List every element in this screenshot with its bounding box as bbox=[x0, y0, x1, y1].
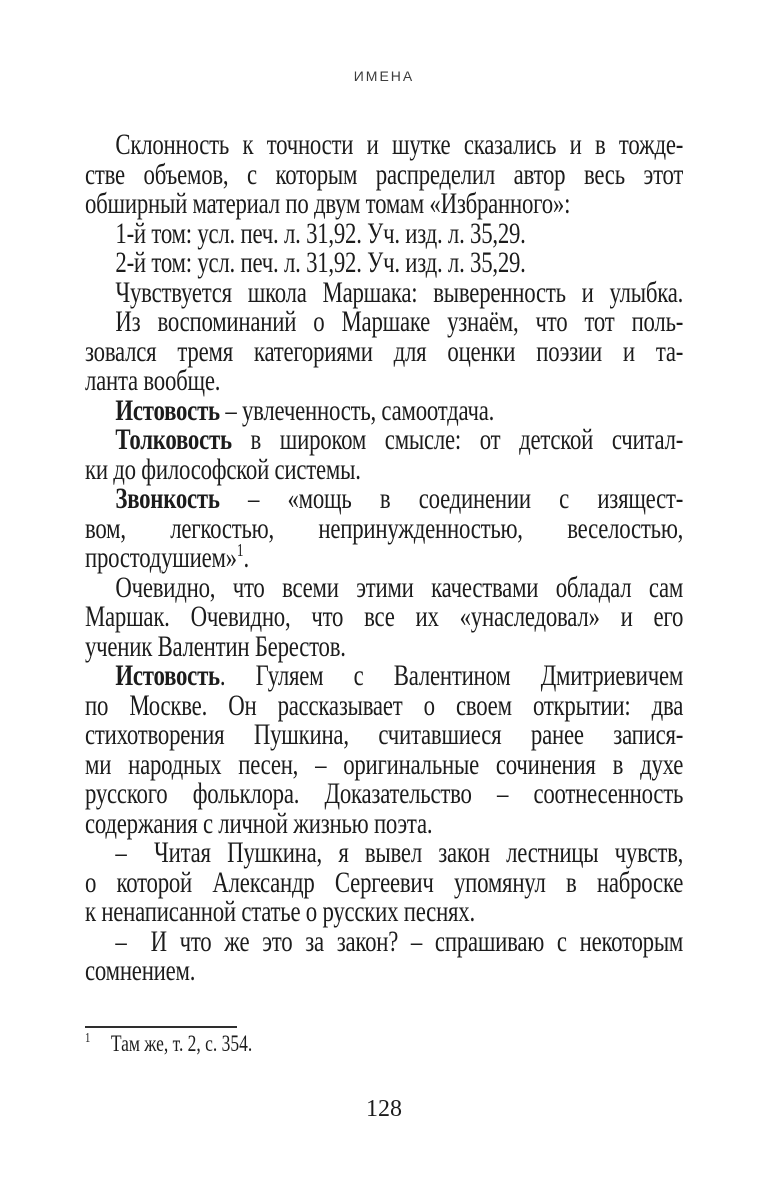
text-line: 2-й том: усл. печ. л. 31,92. Уч. изд. л. 35,29. bbox=[115, 246, 526, 279]
running-head: ИМЕНА bbox=[353, 68, 415, 84]
text-line: сомнением. bbox=[85, 954, 196, 987]
text-line: стихотворения Пушкина, считавшиеся ранее запися- bbox=[85, 718, 684, 751]
text-line: Очевидно, что всеми этими качествами обладал сам bbox=[115, 570, 684, 604]
text-line: к ненаписанной статье о русских песнях. bbox=[85, 895, 475, 928]
text-line: содержания с личной жизнью поэта. bbox=[85, 806, 433, 840]
paragraphs-container bbox=[85, 130, 683, 986]
text-line: ми народных песен, – оригинальные сочинения в духе bbox=[85, 747, 684, 781]
text-line: обширный материал по двум томам «Избранного»: bbox=[85, 187, 571, 220]
text-line: Маршак. Очевидно, что все их «унаследовал» и его bbox=[85, 600, 684, 633]
text-line: Из воспоминаний о Маршаке узнаём, что тот поль- bbox=[115, 305, 684, 338]
text-line: о которой Александр Сергеевич упомянул в наброске bbox=[85, 865, 684, 899]
text-line: вом, легкостью, непринужденностью, веселостью, bbox=[85, 511, 684, 545]
text-line: Толковость в широком смысле: от детской считал- bbox=[115, 423, 684, 456]
text-column bbox=[85, 130, 683, 1057]
text-line: стве объемов, с которым распределил автор весь этот bbox=[85, 157, 684, 191]
text-line: ланта вообще. bbox=[85, 364, 221, 397]
footnote bbox=[85, 1031, 683, 1057]
text-line: зовался тремя категориями для оценки поэзии и та- bbox=[85, 334, 684, 368]
text-line: ки до философской системы. bbox=[85, 452, 361, 486]
footnote-rule bbox=[85, 1026, 237, 1028]
text-line: Чувствуется школа Маршака: выверенность и улыбка. bbox=[115, 275, 684, 309]
text-line: по Москве. Он рассказывает о своем открытии: два bbox=[85, 688, 684, 722]
text-line: Истовость. Гуляем с Валентином Дмитриевичем bbox=[115, 659, 684, 692]
text-line: – И что же это за закон? – спрашиваю с некоторым bbox=[115, 924, 684, 958]
page-number: 128 bbox=[366, 1096, 402, 1122]
text-line: Истовость – увлеченность, самоотдача. bbox=[115, 393, 495, 427]
text-line: Склонность к точности и шутке сказались и в тожде- bbox=[115, 128, 684, 161]
text-line: русского фольклора. Доказательство – соотнесенность bbox=[85, 777, 684, 810]
footnote-text: Там же, т. 2, с. 354. bbox=[110, 1030, 253, 1056]
text-line: простодушием»$^1$. bbox=[85, 540, 249, 574]
text-line: – Читая Пушкина, я вывел закон лестницы чувств, bbox=[115, 836, 684, 869]
text-line: ученик Валентин Берестов. bbox=[85, 629, 346, 663]
footnote-reference: 1 bbox=[236, 540, 244, 560]
footnote-marker: 1 bbox=[85, 1030, 91, 1046]
text-line: Звонкость – «мощь в соединении с изящест- bbox=[115, 482, 684, 515]
text-line: 1-й том: усл. печ. л. 31,92. Уч. изд. л. 35,29. bbox=[115, 216, 526, 250]
